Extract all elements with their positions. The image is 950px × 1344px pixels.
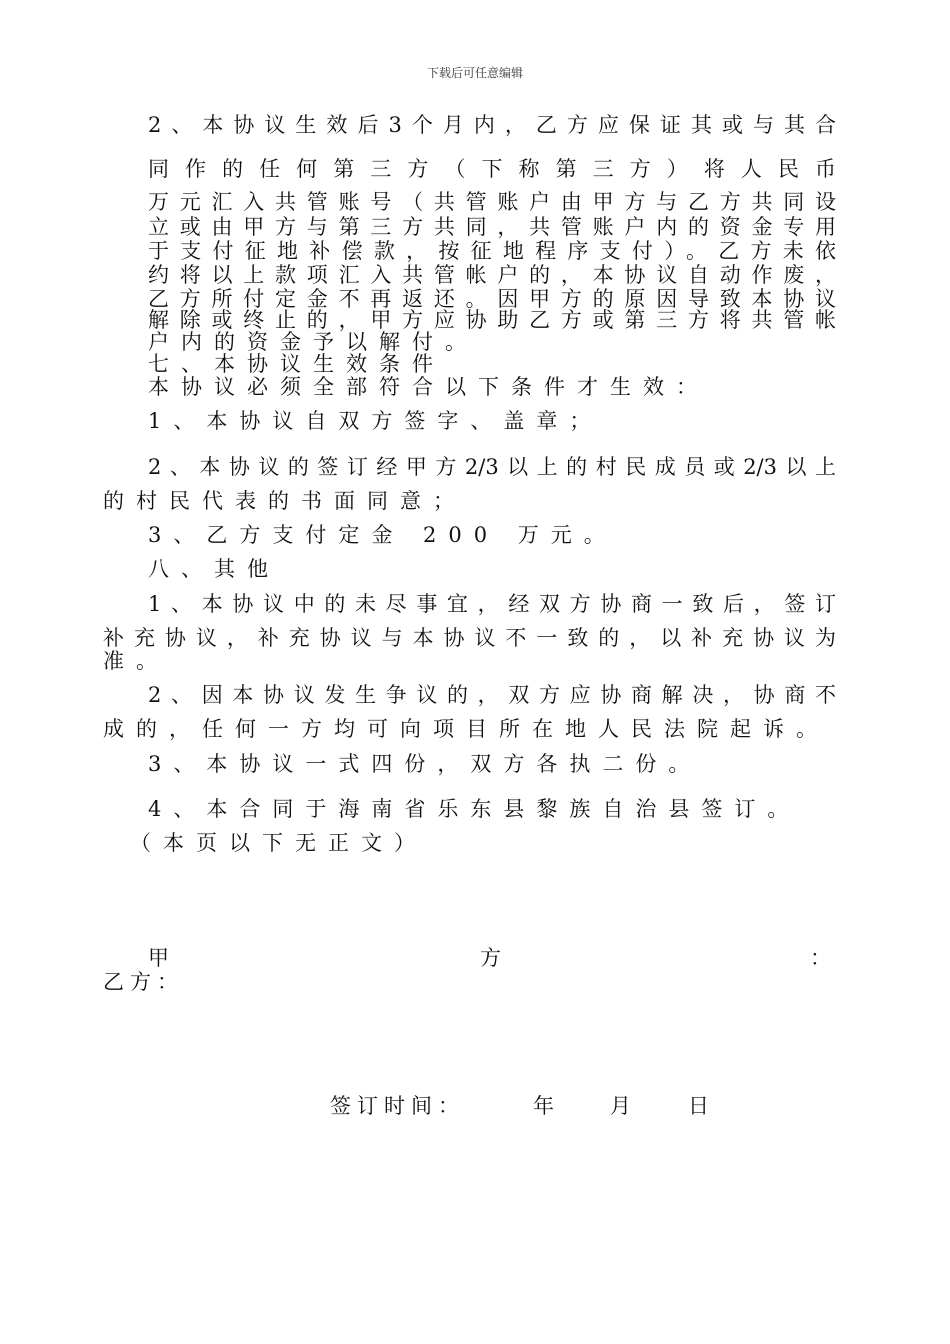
text-line: 成的，任何一方均可向项目所在地人民法院起诉。 [103, 717, 829, 741]
section-heading: 八、其他 [148, 557, 280, 581]
text-line: 2、因本协议发生争议的，双方应协商解决，协商不 [148, 683, 836, 707]
text-line: 3、本协议一式四份，双方各执二份。 [148, 752, 702, 776]
text-line: 1、本协议自双方签字、盖章； [148, 409, 603, 433]
text-line: 3、乙方支付定金 200 万元。 [148, 523, 617, 547]
text-line: 2、本协议生效后3个月内，乙方应保证其或与其合 [148, 113, 836, 137]
party-a-colon: ： [810, 946, 831, 970]
text-line: 4、本合同于海南省乐东县黎族自治县签订。 [148, 797, 801, 821]
sign-date-label: 签订时间： [330, 1094, 465, 1118]
sign-date-month: 月 [610, 1094, 631, 1118]
text-line: 约将以上款项汇入共管帐户的，本协议自动作废， [148, 263, 836, 287]
sign-date-year: 年 [533, 1094, 554, 1118]
party-a-label-2: 方 [480, 946, 501, 970]
text-line: 同作的任何第三方（下称第三方）将人民币 [148, 157, 836, 181]
text-line: 户内的资金予以解付。 [148, 330, 478, 354]
text-line: 2、本协议的签订经甲方2/3以上的村民成员或2/3以上 [148, 455, 836, 479]
text-line: 的村民代表的书面同意； [103, 489, 466, 513]
text-line: 本协议必须全部符合以下条件才生效： [148, 375, 709, 399]
sign-date-day: 日 [688, 1094, 709, 1118]
text-line: 立或由甲方与第三方共同，共管账户内的资金专用 [148, 215, 836, 239]
text-line: 乙方所付定金不再返还。因甲方的原因导致本协议 [148, 287, 836, 311]
text-line: 1、本协议中的未尽事宜，经双方协商一致后，签订 [148, 592, 836, 616]
party-a-label: 甲 [148, 946, 169, 970]
text-line: 于支付征地补偿款，按征地程序支付）。乙方未依 [148, 239, 836, 263]
text-line: 万元汇入共管账号（共管账户由甲方与乙方共同设 [148, 190, 836, 214]
text-line: 准。 [103, 649, 169, 673]
text-line: 解除或终止的，甲方应协助乙方或第三方将共管帐 [148, 308, 836, 332]
text-line: 补充协议，补充协议与本协议不一致的，以补充协议为 [103, 626, 836, 650]
page-header: 下载后可任意编辑 [426, 66, 523, 80]
text-line: （本页以下无正文） [130, 831, 427, 855]
section-heading: 七、本协议生效条件 [148, 352, 445, 376]
party-b-label: 乙方： [103, 970, 184, 994]
